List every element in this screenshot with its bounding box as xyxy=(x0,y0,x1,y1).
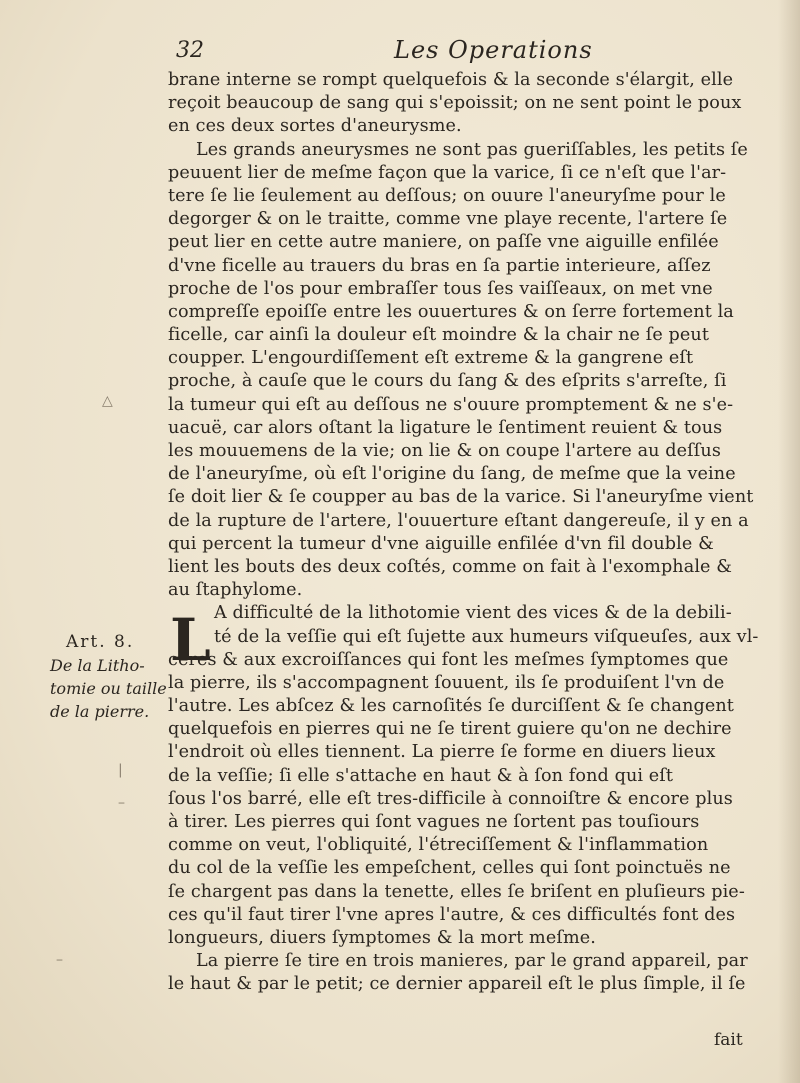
text-line: brane interne se rompt quelquefois & la seconde s'élargit, elle xyxy=(168,70,734,90)
margin-mark-icon: – xyxy=(118,795,125,811)
article-number: Art. 8. xyxy=(66,632,135,652)
running-head xyxy=(176,38,756,68)
text-line: au ſtaphylome. xyxy=(168,580,303,601)
marginal-note xyxy=(50,631,170,723)
text-line: lient les bouts des deux coſtés, comme on fait à l'exomphale & xyxy=(168,556,733,577)
margin-mark-icon: – xyxy=(56,952,63,968)
text-line: coupper. L'engourdiſſement eſt extreme & la gangrene eſt xyxy=(168,348,694,369)
text-line: à tirer. Les pierres qui ſont vagues ne ſortent pas touſiours xyxy=(168,812,700,832)
margin-mark-icon: △ xyxy=(102,393,113,409)
text-line: ſous l'os barré, elle eſt tres-difficile à connoiſtre & encore plus xyxy=(168,788,733,809)
text-line: té de la veſſie qui eſt ſujette aux humeurs viſqueuſes, aux vl- xyxy=(214,626,759,647)
text-line: comme on veut, l'obliquité, l'étreciſſement & l'inflammation xyxy=(168,835,709,856)
margin-note-line: de la pierre. xyxy=(50,702,150,721)
text-line: ficelle, car ainſi la douleur eſt moindre & la chair ne ſe peut xyxy=(168,325,710,346)
running-title: Les Operations xyxy=(394,36,593,64)
text-line: quelquefois en pierres qui ne ſe tirent guiere qu'on ne dechire xyxy=(168,719,732,740)
text-line: du col de la veſſie les empeſchent, celles qui ſont poinctuës ne xyxy=(168,858,731,879)
page-number: 32 xyxy=(176,38,204,63)
text-line: l'autre. Les abſcez & les carnoſités ſe durciſſent & ſe changent xyxy=(168,696,734,717)
text-line: degorger & on le traitte, comme vne playe recente, l'artere ſe xyxy=(168,209,728,230)
text-line: compreſſe epoiſſe entre les ouuertures & on ſerre fortement la xyxy=(168,301,734,322)
text-line: en ces deux sortes d'aneurysme. xyxy=(168,116,462,137)
text-line: les mouuemens de la vie; on lie & on coupe l'artere au deſſus xyxy=(168,441,721,461)
text-line: ceres & aux excroiſſances qui font les meſmes ſymptomes que xyxy=(168,649,729,670)
catchword: fait xyxy=(714,1030,743,1050)
text-line: Les grands aneurysmes ne sont pas gueriſſables, les petits ſe xyxy=(196,139,748,160)
text-line: peuuent lier de meſme façon que la varice, ſi ce n'eſt que l'ar- xyxy=(168,162,727,183)
text-line: uacuë, car alors oſtant la ligature le ſentiment reuient & tous xyxy=(168,417,723,438)
margin-note-line: De la Litho- xyxy=(50,656,145,675)
text-line: la tumeur qui eſt au deſſous ne s'ouure promptement & ne s'e- xyxy=(168,394,734,415)
text-line: proche de l'os pour embraſſer tous ſes vaiſſeaux, on met vne xyxy=(168,278,713,299)
text-line: reçoit beaucoup de sang qui s'epoissit; on ne sent point le poux xyxy=(168,93,742,114)
margin-mark-icon: | xyxy=(118,762,123,778)
text-line: ſe doit lier & ſe coupper au bas de la varice. Si l'aneuryſme vient xyxy=(168,487,754,508)
drop-cap-initial: L xyxy=(170,606,211,674)
margin-note-line: tomie ou taille xyxy=(50,679,167,698)
text-line: ces qu'il faut tirer l'vne apres l'autre, & ces difficultés font des xyxy=(168,904,736,925)
body-text xyxy=(168,69,768,997)
text-line: longueurs, diuers ſymptomes & la mort meſme. xyxy=(168,927,596,948)
text-line: de la rupture de l'artere, l'ouuerture eſtant dangereuſe, il y en a xyxy=(168,510,749,531)
text-line: A difficulté de la lithotomie vient des vices & de la debili- xyxy=(214,603,732,624)
text-line: l'endroit où elles tiennent. La pierre ſe forme en diuers lieux xyxy=(168,742,716,763)
text-line: la pierre, ils s'accompagnent ſouuent, ils ſe produiſent l'vn de xyxy=(168,672,725,693)
text-line: d'vne ficelle au trauers du bras en ſa partie interieure, aſſez xyxy=(168,255,711,276)
text-line: de la veſſie; ſi elle s'attache en haut & à ſon fond qui eſt xyxy=(168,765,674,786)
text-line: peut lier en cette autre maniere, on paſſe vne aiguille enfilée xyxy=(168,232,719,253)
text-line: ſe chargent pas dans la tenette, elles ſe briſent en pluſieurs pie- xyxy=(168,881,745,902)
text-line: tere ſe lie ſeulement au deſſous; on ouure l'aneuryſme pour le xyxy=(168,185,726,206)
text-line: La pierre ſe tire en trois manieres, par le grand appareil, par xyxy=(196,951,748,972)
text-line: le haut & par le petit; ce dernier appareil eſt le plus ſimple, il ſe xyxy=(168,974,746,995)
text-line: de l'aneuryſme, où eſt l'origine du ſang, de meſme que la veine xyxy=(168,464,736,485)
text-line: proche, à cauſe que le cours du ſang & des eſprits s'arreſte, ſi xyxy=(168,371,727,392)
text-line: qui percent la tumeur d'vne aiguille enfilée d'vn fil double & xyxy=(168,533,714,554)
page-edge-shadow xyxy=(778,0,800,1083)
